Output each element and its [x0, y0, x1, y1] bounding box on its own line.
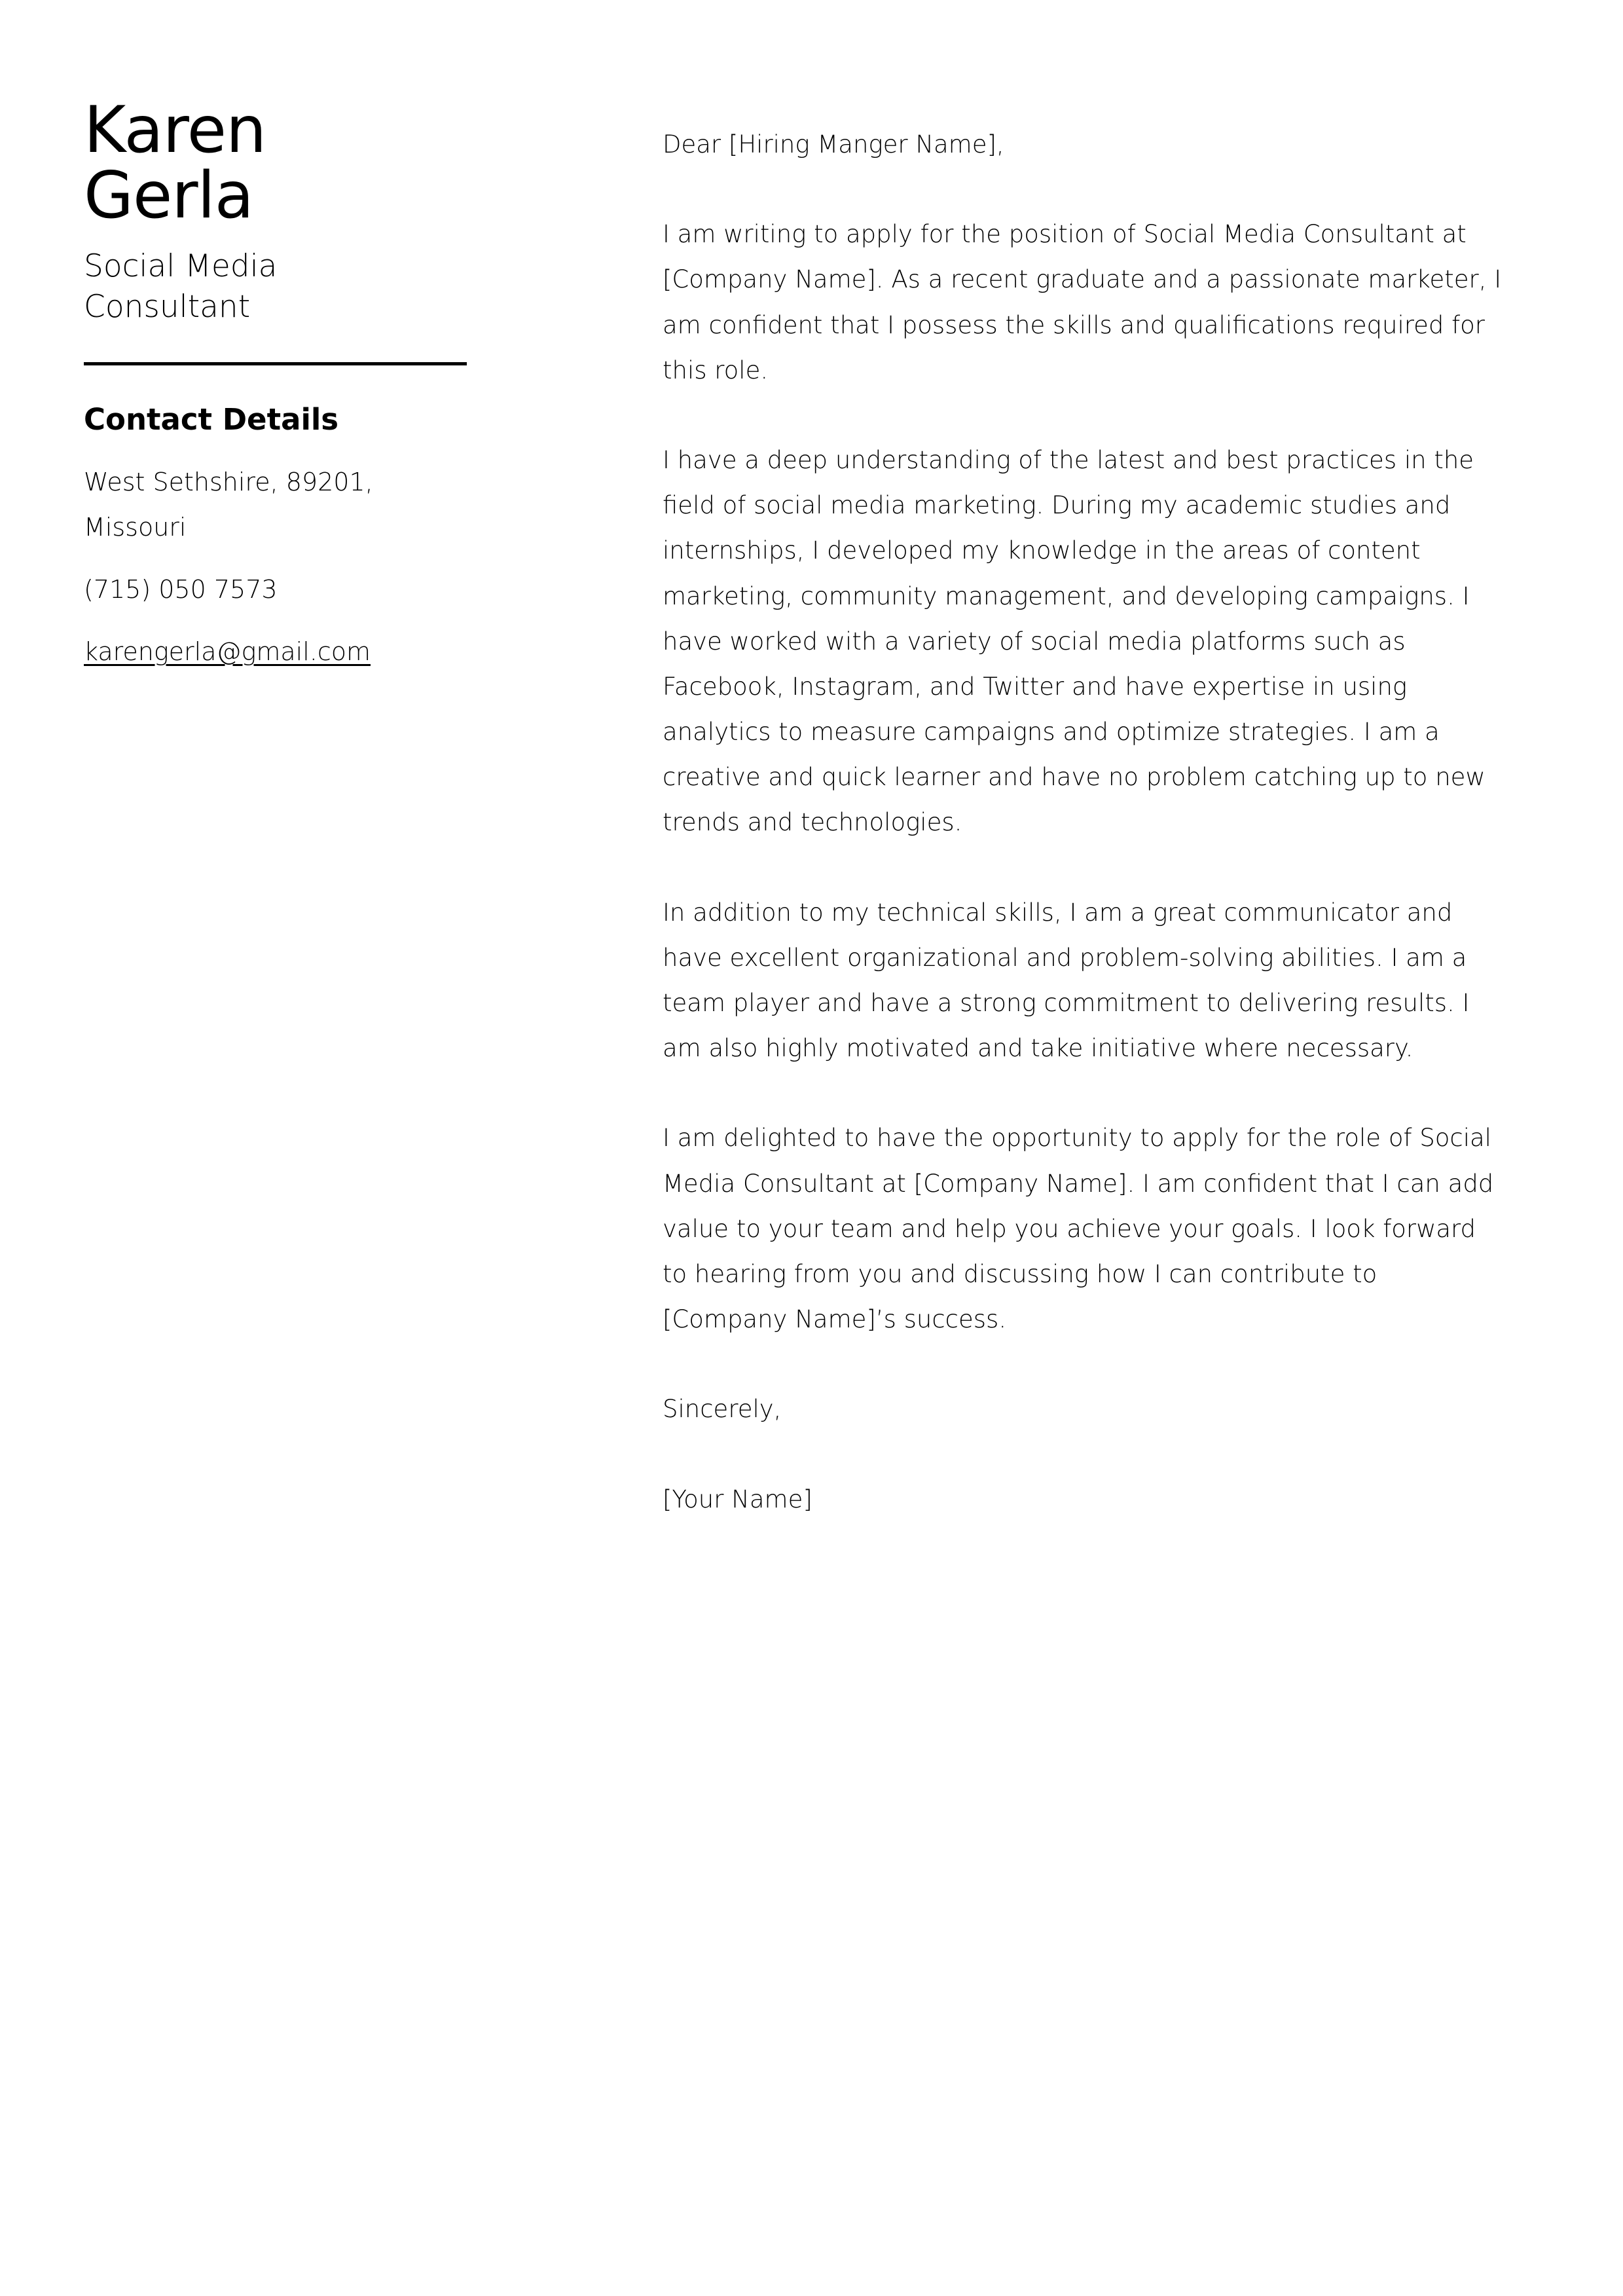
letter-closing: Sincerely,: [663, 1395, 782, 1424]
letter-paragraph-4: I am delighted to have the opportunity to apply for the role of Social Media Consultant at [Company Name]. I am confident that I can add value to your team and help you achieve your goals. I look forward to hearing from you and discussing how I can contribute to [Company Name]’s success.: [663, 1124, 1494, 1334]
contact-list: [84, 460, 542, 675]
letter-signature: [Your Name]: [663, 1485, 812, 1513]
letter-paragraph-3: In addition to my technical skills, I am a great communicator and have excellent organizational and problem-solving abilities. I am a team player and have a strong commitment to delivering results. I am also highly motivated and take initiative where necessary.: [663, 898, 1470, 1063]
letter-paragraph-1: I am writing to apply for the position of Social Media Consultant at [Company Name]. As a recent graduate and a passionate marketer, I am confident that I possess the skills and qualifications required for this role.: [663, 220, 1502, 384]
contact-phone[interactable]: (715) 050 7573: [84, 575, 278, 604]
sidebar: [84, 93, 542, 675]
letter-paragraph-2: I have a deep understanding of the latest and best practices in the field of social media marketing. During my academic studies and internships, I developed my knowledge in the areas of content marketing, community management, and developing campaigns. I have worked with a variety of social media platforms such as Facebook, Instagram, and Twitter and have expertise in using analytics to measure campaigns and optimize strategies. I am a creative and quick learner and have no problem catching up to new trends and technologies.: [663, 445, 1486, 837]
contact-address: West Sethshire, 89201, Missouri: [84, 467, 373, 542]
letter-body: [663, 122, 1504, 1522]
last-name: Gerla: [84, 158, 253, 233]
contact-email-row: [84, 629, 392, 675]
sidebar-divider: [84, 362, 467, 365]
job-title: Social Media Consultant: [84, 248, 278, 325]
first-name: Karen: [84, 93, 266, 168]
letter-salutation: Dear [Hiring Manger Name],: [663, 130, 1004, 158]
applicant-name: [84, 93, 542, 233]
contact-email-link[interactable]: karengerla@gmail.com: [84, 637, 371, 667]
contact-details-heading: Contact Details: [84, 401, 339, 437]
